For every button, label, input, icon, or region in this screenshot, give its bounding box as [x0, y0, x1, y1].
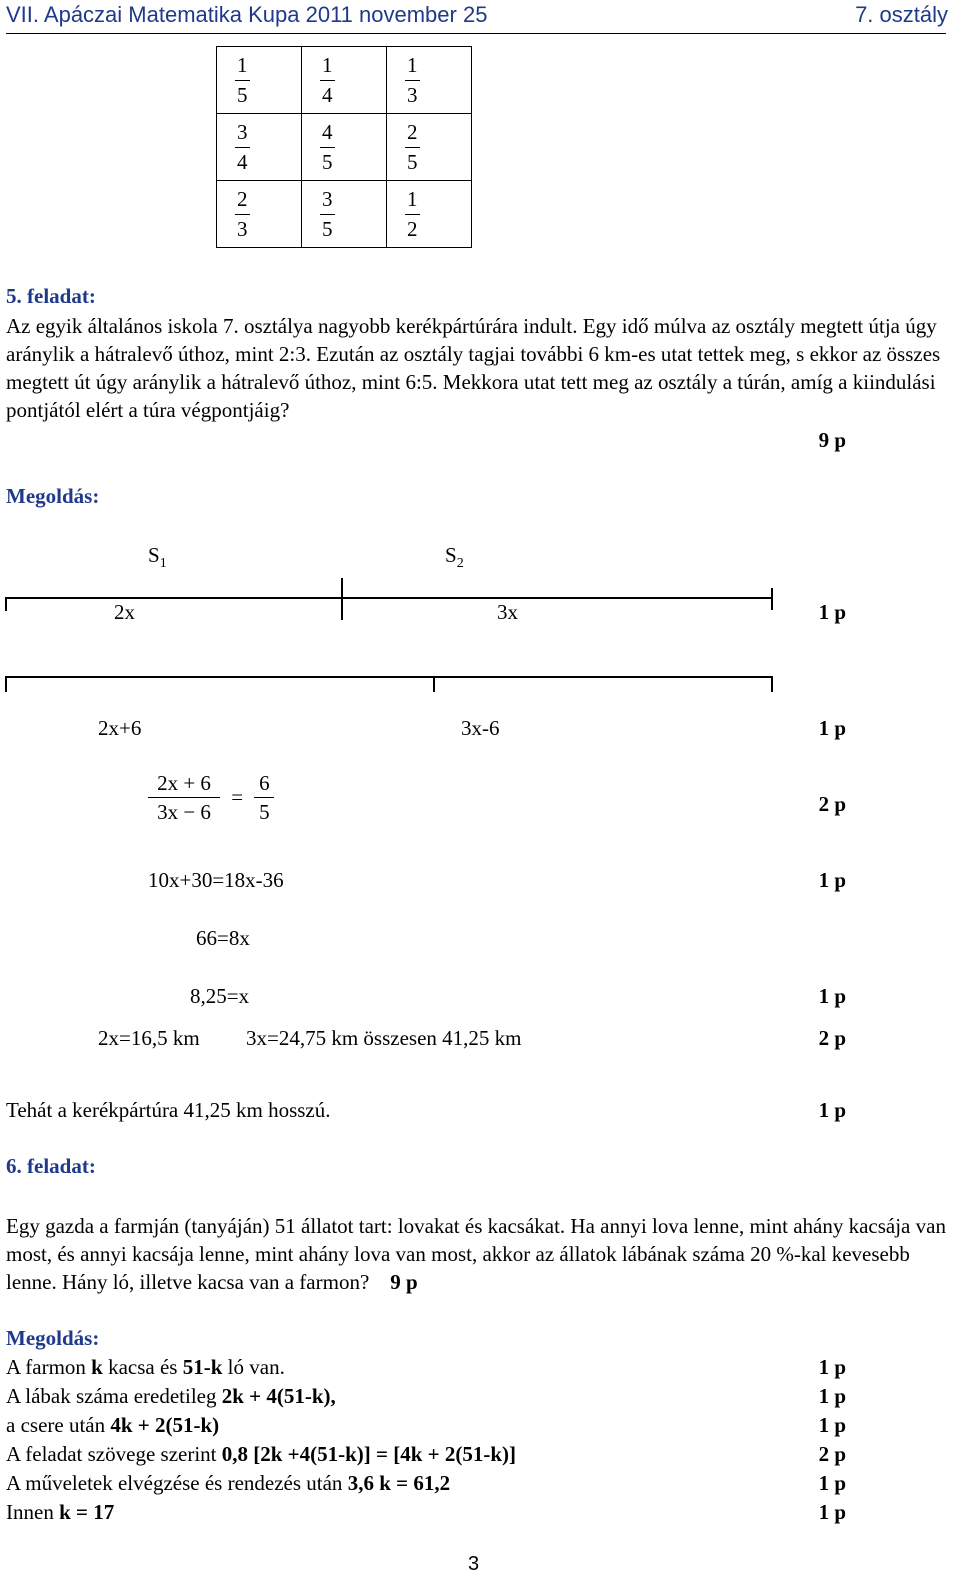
grid-cell [217, 47, 302, 114]
fraction [235, 188, 250, 239]
s1-label [148, 543, 167, 572]
grid-cell [302, 114, 387, 181]
fraction-denominator: 5 [322, 149, 333, 174]
solution6-line [6, 1471, 450, 1496]
fraction-numerator: 1 [407, 187, 418, 212]
equation-left-fraction [148, 772, 220, 823]
line-bold: k [91, 1355, 103, 1379]
line-bold: k = 17 [59, 1500, 115, 1524]
task5-points: 9 p [818, 428, 846, 452]
fraction [405, 188, 420, 239]
solution6-line-points: 1 p [818, 1471, 846, 1495]
fraction [235, 121, 250, 172]
equation-left-denominator: 3x − 6 [157, 800, 211, 825]
task6-body: Egy gazda a farmján (tanyáján) 51 állatot tart: lovakat és kacsákat. Ha annyi lova lenne, mint ahány kacsája van most, és annyi kacsája lenne, mint ahány lova van most, akkor az állatok lábának száma 20 %-kal kevesebb lenne. Hány ló, illetve kacsa van a farmon? [6, 1214, 946, 1294]
step-3: 8,25=x [190, 984, 250, 1008]
result-b: 3x=24,75 km összesen 41,25 km [246, 1026, 522, 1050]
line-text: kacsa és [102, 1355, 183, 1379]
segment-label-3x: 3x [497, 600, 518, 624]
grid-cell [387, 181, 472, 248]
conclusion-points: 1 p [818, 1098, 846, 1122]
fraction [405, 121, 420, 172]
grid-cell [217, 114, 302, 181]
s2-letter: S [445, 543, 457, 567]
header-title: VII. Apáczai Matematika Kupa 2011 november 25 [6, 2, 488, 27]
fraction-numerator: 3 [237, 120, 248, 145]
line-bold: 0,8 [2k +4(51-k)] = [4k + 2(51-k)] [221, 1442, 517, 1466]
line-bold: 4k + 2(51-k) [110, 1413, 220, 1437]
fraction-denominator: 3 [237, 216, 248, 241]
segment-line-bottom [5, 676, 773, 678]
fraction-denominator: 4 [322, 82, 333, 107]
diagram1-points: 1 p [818, 600, 846, 624]
header-grade: 7. osztály [855, 2, 948, 27]
equation-right-fraction [254, 772, 274, 823]
solution6-line [6, 1413, 219, 1438]
fraction-denominator: 5 [407, 149, 418, 174]
task6-heading: 6. feladat: [6, 1154, 96, 1178]
fraction-numerator: 2 [407, 120, 418, 145]
line-text: A farmon [6, 1355, 92, 1379]
fraction-numerator: 1 [322, 53, 333, 78]
grid-cell [302, 181, 387, 248]
line-text: A feladat szövege szerint [6, 1442, 222, 1466]
fraction [235, 54, 250, 105]
solution6-line-points: 1 p [818, 1384, 846, 1408]
fraction [405, 54, 420, 105]
fraction-numerator: 2 [237, 187, 248, 212]
segment-label-2x-plus-6: 2x+6 [98, 716, 142, 740]
line-text: Innen [6, 1500, 60, 1524]
equation-left-numerator: 2x + 6 [157, 771, 211, 795]
tick-end [771, 676, 773, 692]
equation [148, 772, 274, 823]
solution6-line-points: 1 p [818, 1413, 846, 1437]
line-bold: 3,6 k = 61,2 [347, 1471, 451, 1495]
segment-label-3x-minus-6: 3x-6 [461, 716, 500, 740]
task6-text [6, 1212, 946, 1296]
fraction [320, 121, 335, 172]
line-text: A műveletek elvégzése és rendezés után [6, 1471, 348, 1495]
grid-cell [302, 47, 387, 114]
solution6-line [6, 1384, 336, 1409]
tick-divider [433, 676, 435, 692]
fraction [320, 54, 335, 105]
conclusion: Tehát a kerékpártúra 41,25 km hosszú. [6, 1098, 331, 1122]
task5-heading: 5. feladat: [6, 284, 96, 308]
grid-cell [387, 47, 472, 114]
result-points: 2 p [818, 1026, 846, 1050]
s2-subscript: 2 [456, 556, 464, 572]
fraction-numerator: 4 [322, 120, 333, 145]
solution6-heading: Megoldás: [6, 1326, 100, 1350]
fraction-denominator: 3 [407, 82, 418, 107]
grid-row [217, 114, 472, 181]
line-bold: 51-k [182, 1355, 223, 1379]
line-text: A lábak száma eredetileg [6, 1384, 222, 1408]
segment-label-2x: 2x [114, 600, 135, 624]
fraction-grid [216, 46, 472, 248]
line-text: a csere után [6, 1413, 111, 1437]
fraction-numerator: 1 [237, 53, 248, 78]
s1-letter: S [148, 543, 160, 567]
step-1-points: 1 p [818, 868, 846, 892]
line-bold: 2k + 4(51-k), [221, 1384, 336, 1408]
equation-right-denominator: 5 [259, 800, 270, 825]
fraction-denominator: 5 [322, 216, 333, 241]
task6-points: 9 p [390, 1270, 418, 1294]
solution6-line-points: 1 p [818, 1500, 846, 1524]
equation-right-numerator: 6 [259, 771, 270, 795]
step-3-points: 1 p [818, 984, 846, 1008]
solution6-line [6, 1500, 114, 1525]
segment-line-top [5, 597, 773, 599]
tick-start [5, 676, 7, 692]
step-2: 66=8x [196, 926, 250, 950]
fraction [320, 188, 335, 239]
diagram2-points: 1 p [818, 716, 846, 740]
tick-start [5, 597, 7, 611]
grid-cell [387, 114, 472, 181]
equation-points: 2 p [818, 792, 846, 816]
solution6-line-points: 2 p [818, 1442, 846, 1466]
solution6-line [6, 1355, 285, 1380]
result-a: 2x=16,5 km [98, 1026, 200, 1050]
page-number: 3 [468, 1553, 480, 1575]
solution6-line [6, 1442, 516, 1467]
step-1: 10x+30=18x-36 [148, 868, 284, 892]
equals-sign: = [231, 785, 244, 810]
s2-label [445, 543, 464, 572]
s1-subscript: 1 [159, 556, 167, 572]
solution6-line-points: 1 p [818, 1355, 846, 1379]
grid-cell [217, 181, 302, 248]
task5-text: Az egyik általános iskola 7. osztálya nagyobb kerékpártúrára indult. Egy idő múlva az osztály megtett útja úgy aránylik a hátralevő úthoz, mint 2:3. Ezután az osztály tagjai további 6 km-es utat tettek meg, s ekkor az összes megtett út úgy aránylik a hátralevő úthoz, mint 6:5. Mekkora utat tett meg az osztály a túrán, amíg a kiindulási pontjától elért a túra végpontjáig? [6, 314, 941, 422]
tick-divider [341, 578, 343, 620]
tick-end [771, 588, 773, 610]
fraction-denominator: 4 [237, 149, 248, 174]
line-text: ló van. [222, 1355, 285, 1379]
fraction-numerator: 3 [322, 187, 333, 212]
fraction-denominator: 2 [407, 216, 418, 241]
fraction-denominator: 5 [237, 82, 248, 107]
fraction-numerator: 1 [407, 53, 418, 78]
grid-row [217, 47, 472, 114]
grid-row [217, 181, 472, 248]
solution5-heading: Megoldás: [6, 484, 100, 508]
header-rule [6, 33, 946, 34]
